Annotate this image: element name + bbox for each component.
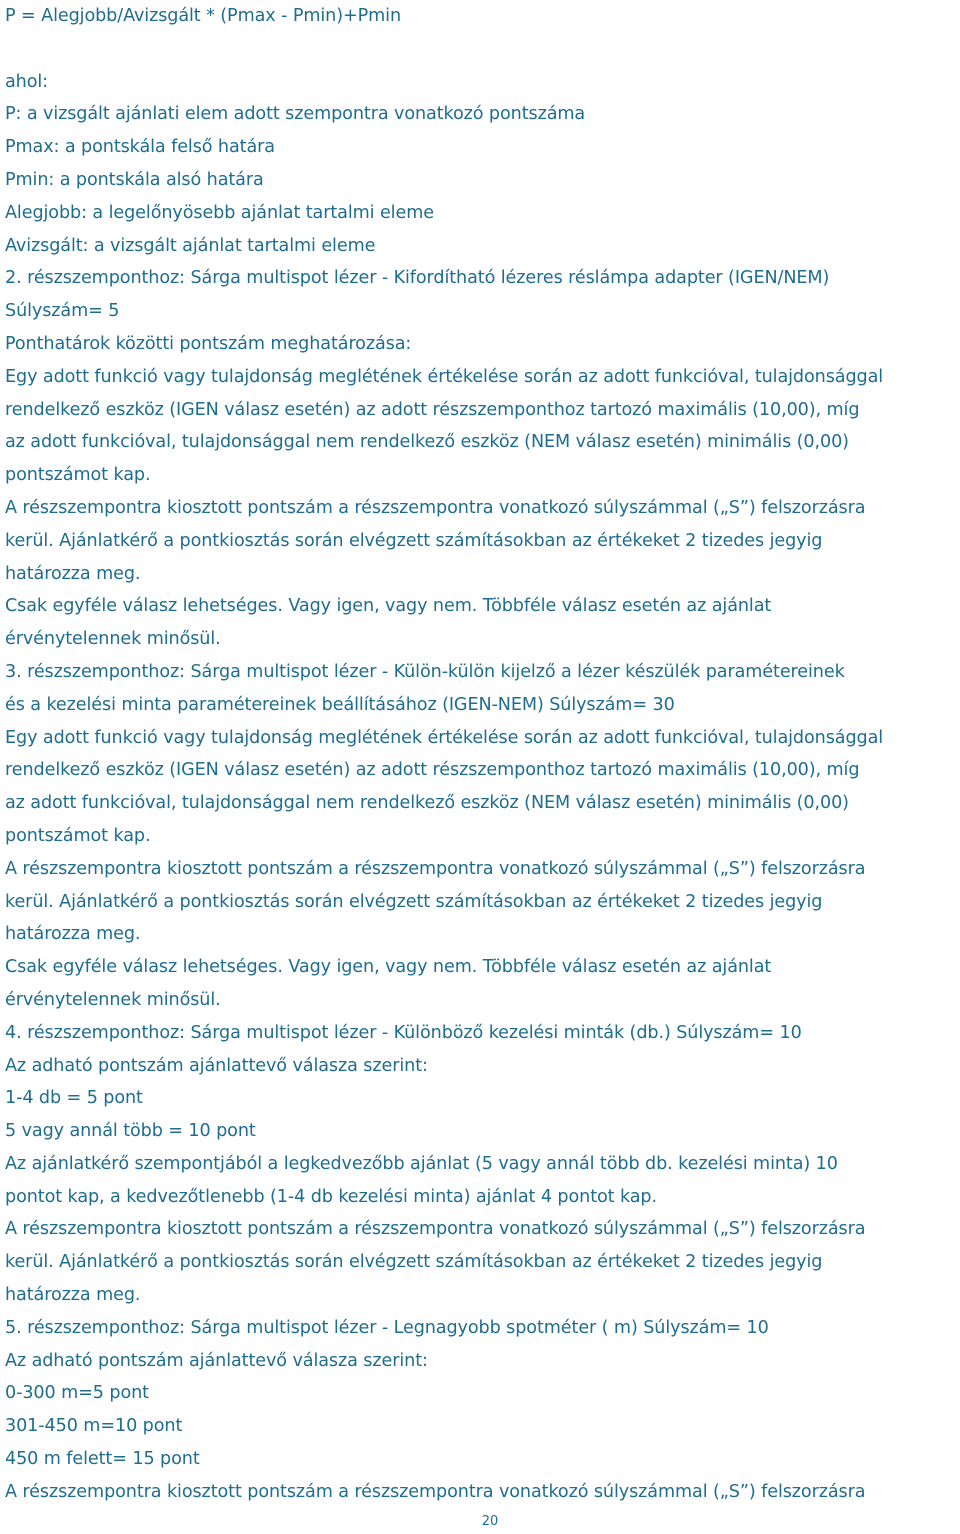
text-line: Alegjobb: a legelőnyösebb ajánlat tartalmi eleme bbox=[5, 202, 434, 223]
text-line: érvénytelennek minősül. bbox=[5, 989, 221, 1010]
text-line: pontszámot kap. bbox=[5, 825, 151, 846]
text-line: határozza meg. bbox=[5, 563, 141, 584]
text-line: Súlyszám= 5 bbox=[5, 301, 120, 322]
text-line: Avizsgált: a vizsgált ajánlat tartalmi eleme bbox=[5, 235, 376, 256]
text-line: Egy adott funkció vagy tulajdonság meglétének értékelése során az adott funkcióval, tulajdonsággal bbox=[5, 727, 884, 748]
text-line: 0-300 m=5 pont bbox=[5, 1383, 149, 1404]
text-line: kerül. Ajánlatkérő a pontkiosztás során elvégzett számításokban az értékeket 2 tizedes jegyig bbox=[5, 530, 823, 551]
text-line: érvénytelennek minősül. bbox=[5, 629, 221, 650]
text-line: Csak egyféle válasz lehetséges. Vagy igen, vagy nem. Többféle válasz esetén az ajánlat bbox=[5, 957, 772, 978]
text-line: határozza meg. bbox=[5, 1285, 141, 1306]
text-line: az adott funkcióval, tulajdonsággal nem rendelkező eszköz (NEM válasz esetén) minimális (0,00) bbox=[5, 432, 849, 453]
text-line: ahol: bbox=[5, 71, 49, 92]
text-line: P: a vizsgált ajánlati elem adott szempontra vonatkozó pontszáma bbox=[5, 104, 586, 125]
text-line: 5. részszemponthoz: Sárga multispot lézer - Legnagyobb spotméter ( m) Súlyszám= 10 bbox=[5, 1317, 769, 1338]
text-line: Pmax: a pontskála felső határa bbox=[5, 137, 275, 158]
text-line: A részszempontra kiosztott pontszám a részszempontra vonatkozó súlyszámmal („S”) felszorzásra bbox=[5, 1481, 866, 1502]
text-line: határozza meg. bbox=[5, 924, 141, 945]
text-line: és a kezelési minta paramétereinek beállításához (IGEN-NEM) Súlyszám= 30 bbox=[5, 694, 675, 715]
text-line: Az adható pontszám ajánlattevő válasza szerint: bbox=[5, 1350, 428, 1371]
text-line: Egy adott funkció vagy tulajdonság meglétének értékelése során az adott funkcióval, tulajdonsággal bbox=[5, 366, 884, 387]
text-line: Csak egyféle válasz lehetséges. Vagy igen, vagy nem. Többféle válasz esetén az ajánlat bbox=[5, 596, 772, 617]
text-line: pontot kap, a kedvezőtlenebb (1-4 db kezelési minta) ajánlat 4 pontot kap. bbox=[5, 1186, 657, 1207]
text-line: Az ajánlatkérő szempontjából a legkedvezőbb ajánlat (5 vagy annál több db. kezelési minta) 10 bbox=[5, 1153, 838, 1174]
text-line: pontszámot kap. bbox=[5, 465, 151, 486]
blank-line bbox=[5, 33, 960, 66]
text-line: A részszempontra kiosztott pontszám a részszempontra vonatkozó súlyszámmal („S”) felszorzásra bbox=[5, 497, 866, 518]
formula-line: P = Alegjobb/Avizsgált * (Pmax - Pmin)+Pmin bbox=[5, 6, 402, 26]
text-lines bbox=[5, 66, 960, 1509]
text-line: rendelkező eszköz (IGEN válasz esetén) az adott részszemponthoz tartozó maximális (10,00), míg bbox=[5, 760, 860, 781]
text-line: 3. részszemponthoz: Sárga multispot lézer - Külön-külön kijelző a lézer készülék paramétereinek bbox=[5, 661, 845, 682]
text-line: Pmin: a pontskála alsó határa bbox=[5, 169, 264, 190]
text-line: 5 vagy annál több = 10 pont bbox=[5, 1121, 256, 1142]
text-line: 1-4 db = 5 pont bbox=[5, 1088, 143, 1109]
text-line: rendelkező eszköz (IGEN válasz esetén) az adott részszemponthoz tartozó maximális (10,00), míg bbox=[5, 399, 860, 420]
text-line: 301-450 m=10 pont bbox=[5, 1416, 183, 1437]
text-line: 2. részszemponthoz: Sárga multispot lézer - Kifordítható lézeres réslámpa adapter (IGEN/NEM) bbox=[5, 268, 830, 289]
text-line: Az adható pontszám ajánlattevő válasza szerint: bbox=[5, 1055, 428, 1076]
text-line: A részszempontra kiosztott pontszám a részszempontra vonatkozó súlyszámmal („S”) felszorzásra bbox=[5, 1219, 866, 1240]
text-line: Ponthatárok közötti pontszám meghatározása: bbox=[5, 333, 412, 354]
page-number: 20 bbox=[481, 1514, 499, 1529]
text-line: kerül. Ajánlatkérő a pontkiosztás során elvégzett számításokban az értékeket 2 tizedes jegyig bbox=[5, 1252, 823, 1273]
text-line: kerül. Ajánlatkérő a pontkiosztás során elvégzett számításokban az értékeket 2 tizedes jegyig bbox=[5, 891, 823, 912]
text-line: 450 m felett= 15 pont bbox=[5, 1449, 200, 1470]
text-line: 4. részszemponthoz: Sárga multispot lézer - Különböző kezelési minták (db.) Súlyszám= 10 bbox=[5, 1022, 802, 1043]
text-line: A részszempontra kiosztott pontszám a részszempontra vonatkozó súlyszámmal („S”) felszorzásra bbox=[5, 858, 866, 879]
text-line: az adott funkcióval, tulajdonsággal nem rendelkező eszköz (NEM válasz esetén) minimális (0,00) bbox=[5, 793, 849, 814]
document-body bbox=[5, 0, 960, 1509]
